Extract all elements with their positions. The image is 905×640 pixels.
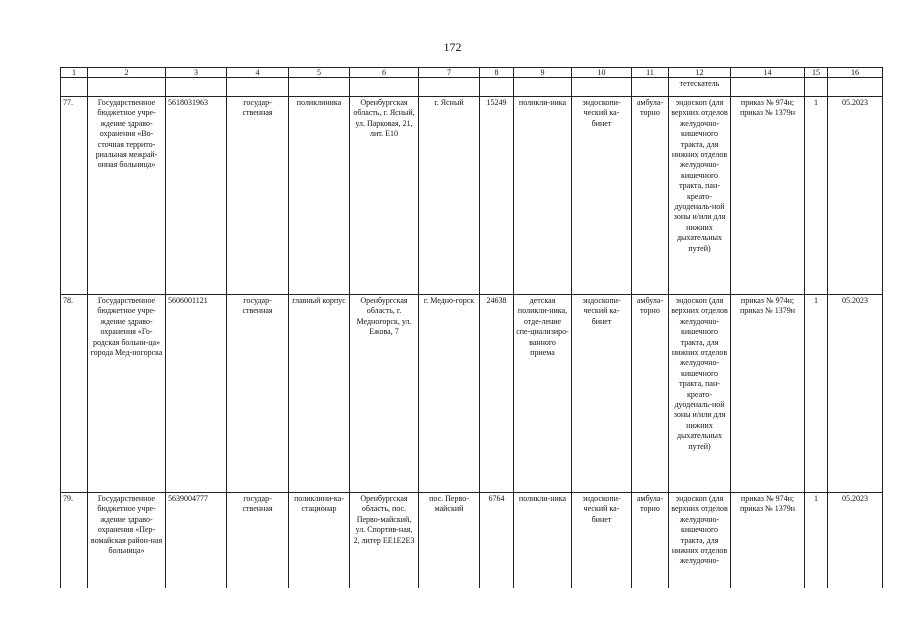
header-cell: 5 [289,68,350,78]
order: приказ № 974н; приказ № 1379н [731,493,805,589]
institution-name: Государственное бюджетное учре-ждение здраво-охранения «Во-сточная террито-риальная межрай-онная больница» [88,97,166,295]
ownership: государ-ственная [227,493,289,589]
header-cell: 8 [480,68,514,78]
header-cell: 16 [828,68,883,78]
institution-name: Государственное бюджетное учре-ждение здраво-охранения «Го-родская больни-ца» города Мед-ногорска [88,295,166,493]
equipment: эндоскоп (для верхних отделов желудочно-кишечного тракта, для нижних отделов желудочно-кишечного тракта, пан-креато-дуоденаль-ной зоны и/или для нижних дыхательных путей) [669,97,731,295]
care-type: амбула-торно [632,295,669,493]
header-cell: 12 [669,68,731,78]
equipment: эндоскоп (для верхних отделов желудочно-кишечного тракта, для нижних отделов желудочно-кишечного тракта, пан-креато-дуоденаль-ной зоны и/или для нижних дыхательных путей) [669,295,731,493]
header-cell: 1 [61,68,88,78]
cell [632,78,669,97]
institution-name: Государственное бюджетное учре-ждение здраво-охранения «Пер-вомайская район-ная больница» [88,493,166,589]
locality: пос. Перво-майский [419,493,480,589]
cell [828,78,883,97]
header-cell: 10 [572,68,632,78]
cell [419,78,480,97]
cell [61,78,88,97]
header-cell: 2 [88,68,166,78]
care-type: амбула-торно [632,97,669,295]
ownership: государ-ственная [227,97,289,295]
table-row [61,97,883,295]
row-number: 77. [61,97,88,295]
cell [805,78,828,97]
data-table [60,67,883,588]
continuation-row [61,78,883,97]
population: 15249 [480,97,514,295]
table-row [61,493,883,589]
cell [88,78,166,97]
population: 6764 [480,493,514,589]
cell [166,78,227,97]
header-cell: 7 [419,68,480,78]
address: Оренбургская область, г. Ясный, ул. Парковая, 21, лит. Е10 [350,97,419,295]
row-number: 78. [61,295,88,493]
page-number: 172 [443,40,462,54]
cell [289,78,350,97]
subdivision: главный корпус [289,295,350,493]
row-number: 79. [61,493,88,589]
room: эндоскопи-ческий ка-бинет [572,295,632,493]
header-cell: 14 [731,68,805,78]
room: эндоскопи-ческий ка-бинет [572,493,632,589]
header-cell: 11 [632,68,669,78]
date: 05.2023 [828,295,883,493]
cell [514,78,572,97]
header-cell: 3 [166,68,227,78]
cell [731,78,805,97]
department: детская поликли-ника, отде-ление спе-циализиро-ванного приема [514,295,572,493]
tax-id: 5618031963 [166,97,227,295]
order: приказ № 974н; приказ № 1379н [731,97,805,295]
population: 24638 [480,295,514,493]
column-number-row [61,68,883,78]
ownership: государ-ственная [227,295,289,493]
header-cell: 4 [227,68,289,78]
subdivision: поликлини-ка-стационар [289,493,350,589]
date: 05.2023 [828,97,883,295]
equipment-continuation: тетескатель [669,78,731,97]
department: поликли-ника [514,97,572,295]
care-type: амбула-торно [632,493,669,589]
header-cell: 9 [514,68,572,78]
quantity: 1 [805,97,828,295]
order: приказ № 974н; приказ № 1379н [731,295,805,493]
cell [572,78,632,97]
equipment: эндоскоп (для верхних отделов желудочно-кишечного тракта, для нижних отделов желудочно- [669,493,731,589]
quantity: 1 [805,493,828,589]
header-cell: 15 [805,68,828,78]
table-row [61,295,883,493]
room: эндоскопи-ческий ка-бинет [572,97,632,295]
locality: г. Медно-горск [419,295,480,493]
subdivision: поликлиника [289,97,350,295]
tax-id: 5639004777 [166,493,227,589]
tax-id: 5606001121 [166,295,227,493]
cell [350,78,419,97]
header-cell: 6 [350,68,419,78]
address: Оренбургская область, г. Медногорск, ул. Ежова, 7 [350,295,419,493]
date: 05.2023 [828,493,883,589]
cell [227,78,289,97]
address: Оренбургская область, пос. Перво-майский, ул. Спортив-ная, 2, литер ЕЕ1Е2Е3 [350,493,419,589]
department: поликли-ника [514,493,572,589]
cell [480,78,514,97]
quantity: 1 [805,295,828,493]
locality: г. Ясный [419,97,480,295]
